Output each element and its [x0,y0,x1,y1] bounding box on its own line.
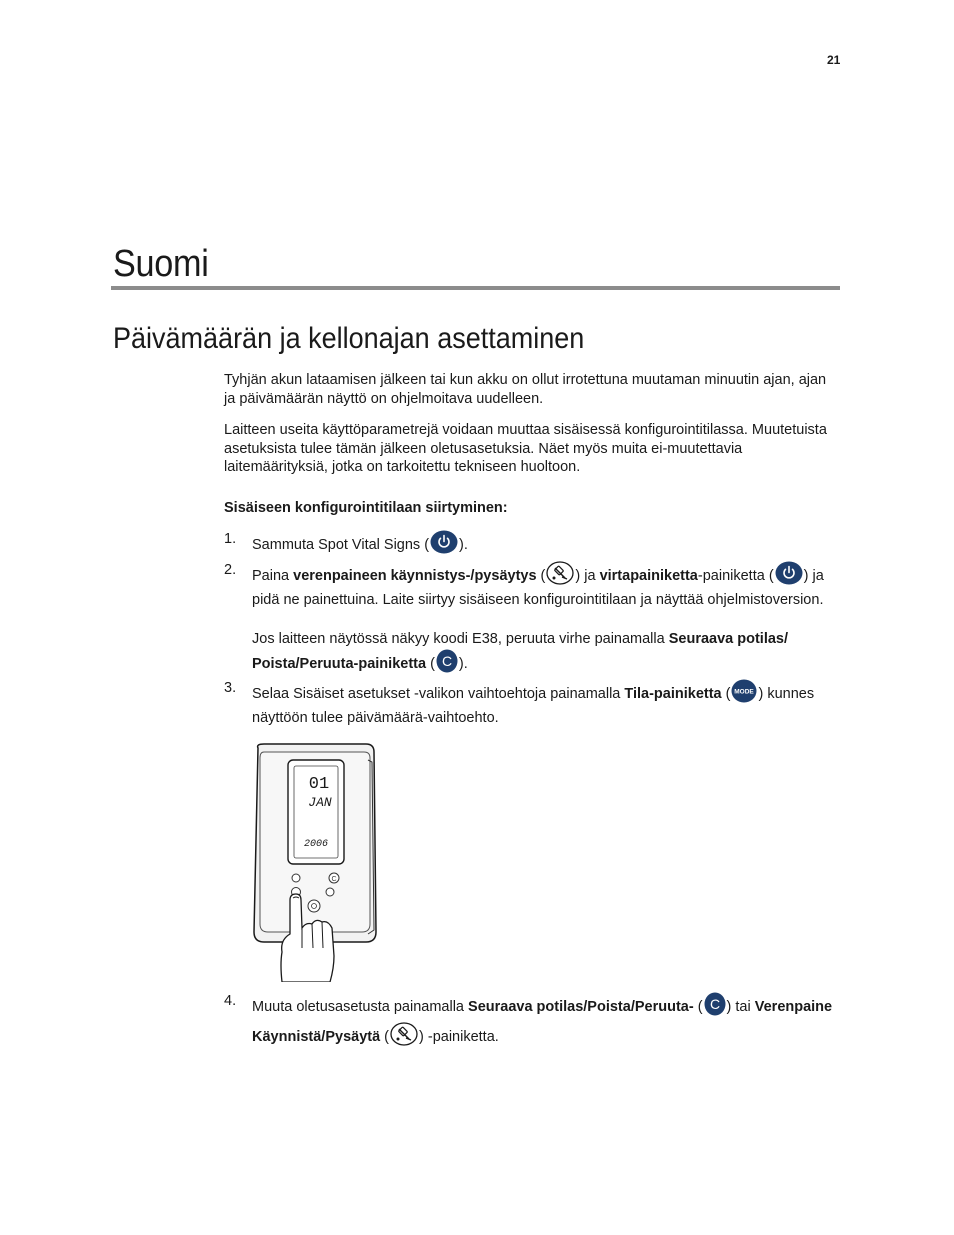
mode-icon-label: MODE [734,688,755,696]
clear-button-label: Seuraava potilas/Poista/Peruuta- [468,999,694,1015]
device-clear-key-label: C [331,876,337,883]
step-text-part: ). [459,537,468,553]
clear-button-icon [436,649,458,679]
step-text-part: Jos laitteen näytössä näkyy koodi E38, peruuta virhe painamalla [252,631,669,647]
power-button-icon [430,530,458,560]
step-text-part: Paina [252,568,294,584]
clear-icon-letter: C [709,996,720,1012]
device-display-day: 01 [308,775,330,794]
step-text-part: ) kunnes näyttöön tulee päivämäärä-vaihtoehto. [252,686,815,726]
step-text [252,561,840,609]
step-text-part: ). [458,655,468,672]
step-text-part: ( [693,999,703,1015]
intro-paragraph-2: Laitteen useita käyttöparametrejä voidaan muuttaa sisäisessä konfigurointitilassa. Muutetuista asetuksista tulee tämän jälkeen oletusasetuksia. Näet myös muita ei-muutettavia laitemäärityksiä, jotka on tarkoitettu tekniseen huoltoon. [224,422,827,475]
step-text [252,679,840,727]
step-number: 1. [224,531,237,547]
step-text-part: ) -painiketta. [419,1028,499,1045]
step-number: 2. [224,562,237,578]
device-display-month: JAN [308,795,332,810]
step-text-part: ( [380,1028,390,1045]
step-text-part: ( [426,655,435,672]
chapter-title: Suomi [113,243,209,285]
clear-button-label: Seuraava potilas/ Poista/Peruuta-painiketta [252,631,789,672]
step-text-part: Sammuta Spot Vital Signs ( [252,537,430,553]
device-button-mode [326,888,334,896]
step-text [252,992,840,1051]
bp-button-label: verenpaineen käynnistys-/pysäytys [293,568,537,584]
procedure-title: Sisäiseen konfigurointitilaan siirtyminen: [224,500,508,516]
power-button-label: virtapainiketta [599,568,698,584]
blood-pressure-start-stop-icon [390,1022,418,1052]
step-number: 4. [224,993,237,1009]
page-number: 21 [827,53,841,67]
step-text-part: ( [536,568,546,584]
clear-icon-letter: C [441,652,452,669]
device-button-top-left [292,874,300,882]
step-number: 3. [224,680,237,696]
power-button-icon [775,561,803,591]
clear-button-icon [704,992,726,1022]
device-button-power [308,900,320,912]
step-text-part: -painiketta ( [697,568,774,584]
blood-pressure-start-stop-icon [546,561,574,591]
step-text-part: ) ja [575,568,600,584]
step-text [252,630,840,678]
step-text-part: Selaa Sisäiset asetukset -valikon vaihtoehtoja painamalla [252,686,625,702]
section-title: Päivämäärän ja kellonajan asettaminen [113,322,585,355]
mode-button-label: Tila-painiketta [624,686,722,702]
device-display-year: 2006 [303,839,329,850]
step-text [252,530,840,560]
step-text-part: ) tai [726,999,755,1015]
device-illustration [250,742,382,987]
intro-paragraph-1: Tyhjän akun lataamisen jälkeen tai kun akku on ollut irrotettuna muutaman minuutin ajan, ajan ja päivämäärän näyttö on ohjelmoitava uudelleen. [224,372,827,407]
bp-button-label: Verenpaine Käynnistä/Pysäytä [252,999,833,1045]
chapter-rule [111,286,840,290]
step-text-part: Muuta oletusasetusta painamalla [252,999,469,1015]
step-text-part: ) ja pidä ne painettuina. Laite siirtyy sisäiseen konfigurointitilaan ja näyttää ohjelmistoversion. [252,568,824,608]
mode-button-icon [731,679,757,709]
step-text-part: ( [721,686,731,702]
